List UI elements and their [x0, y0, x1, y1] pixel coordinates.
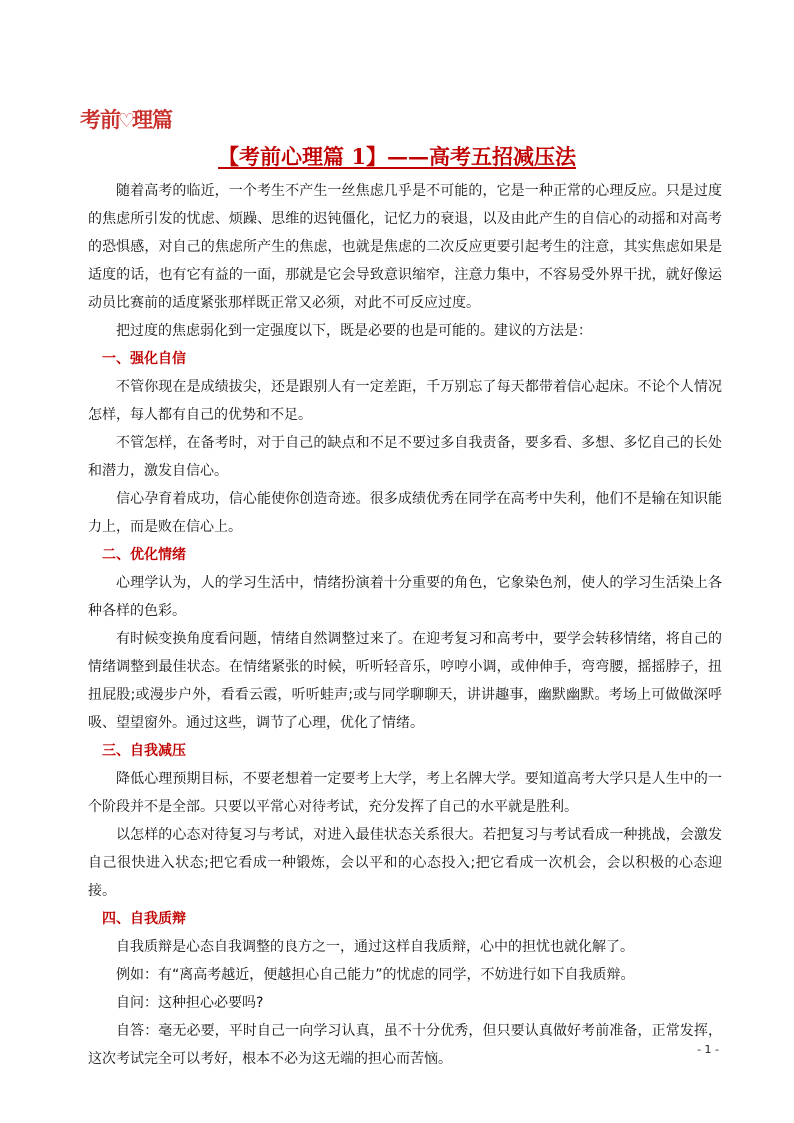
header-logo [80, 104, 172, 134]
logo-text-start: 考前 [80, 108, 120, 132]
intro-method-paragraph: 把过度的焦虑弱化到一定强度以下，既是必要的也是可能的。建议的方法是： [116, 323, 592, 339]
body-paragraph: 心理学认为，人的学习生活中，情绪扮演着十分重要的角色，它象染色剂，使人的学习生活染上各种各样的色彩。 [88, 575, 722, 619]
section-heading-1: 一、强化自信 [102, 351, 186, 367]
logo-text-end: 理篇 [132, 108, 173, 132]
body-paragraph: 信心孕育着成功，信心能使你创造奇迹。很多成绩优秀在同学在高考中失利，他们不是输在知识能力上，而是败在信心上。 [88, 491, 722, 535]
intro-paragraph: 随着高考的临近，一个考生不产生一丝焦虑几乎是不可能的，它是一种正常的心理反应。只是过度的焦虑所引发的忧虑、烦躁、思维的迟钝僵化，记忆力的衰退，以及由此产生的自信心的动摇和对高考的恐惧感，对自己的焦虑所产生的焦虑，也就是焦虑的二次反应更要引起考生的注意，其实焦虑如果是适度的话，也有它有益的一面，那就是它会导致意识缩窄，注意力集中，不容易受外界干扰，就好像运动员比赛前的适度紧张那样既正常又必须，对此不可反应过度。 [88, 183, 722, 311]
page-number: - 1 - [697, 1043, 719, 1056]
heart-icon: ♡ [118, 110, 135, 132]
body-paragraph: 不管你现在是成绩拔尖，还是跟别人有一定差距，千万别忘了每天都带着信心起床。不论个人情况怎样，每人都有自己的优势和不足。 [88, 379, 722, 423]
section-heading-4: 四、自我质辩 [102, 911, 186, 927]
body-paragraph: 不管怎样，在备考时，对于自己的缺点和不足不要过多自我责备，要多看、多想、多忆自己的长处和潜力，激发自信心。 [88, 435, 722, 479]
document-title: 【考前心理篇 1】——高考五招减压法 [218, 144, 576, 169]
body-paragraph: 自答：毫无必要，平时自己一向学习认真，虽不十分优秀，但只要认真做好考前准备，正常发挥，这次考试完全可以考好，根本不必为这无端的担心而苦恼。 [88, 1023, 722, 1067]
body-paragraph: 自问：这种担心必要吗? [116, 995, 264, 1011]
document-body [88, 177, 722, 1073]
section-heading-2: 二、优化情绪 [102, 547, 186, 563]
body-paragraph: 自我质辩是心态自我调整的良方之一，通过这样自我质辩，心中的担忧也就化解了。 [116, 939, 634, 955]
body-paragraph: 有时候变换角度看问题，情绪自然调整过来了。在迎考复习和高考中，要学会转移情绪，将自己的情绪调整到最佳状态。在情绪紧张的时候，听听轻音乐，哼哼小调，或伸伸手，弯弯腰，摇摇脖子，扭扭屁股;或漫步户外，看看云霞，听听蛙声;或与同学聊聊天，讲讲趣事，幽默幽默。考场上可做做深呼吸、望望窗外。通过这些，调节了心理，优化了情绪。 [88, 631, 722, 731]
body-paragraph: 以怎样的心态对待复习与考试，对进入最佳状态关系很大。若把复习与考试看成一种挑战，会激发自己很快进入状态;把它看成一种锻炼，会以平和的心态投入;把它看成一次机会，会以积极的心态迎接。 [88, 827, 722, 899]
body-paragraph: 降低心理预期目标，不要老想着一定要考上大学，考上名牌大学。要知道高考大学只是人生中的一个阶段并不是全部。只要以平常心对待考试，充分发挥了自己的水平就是胜利。 [88, 771, 722, 815]
body-paragraph: 例如：有“离高考越近，便越担心自己能力”的忧虑的同学，不妨进行如下自我质辩。 [116, 967, 635, 983]
section-heading-3: 三、自我减压 [102, 743, 186, 759]
